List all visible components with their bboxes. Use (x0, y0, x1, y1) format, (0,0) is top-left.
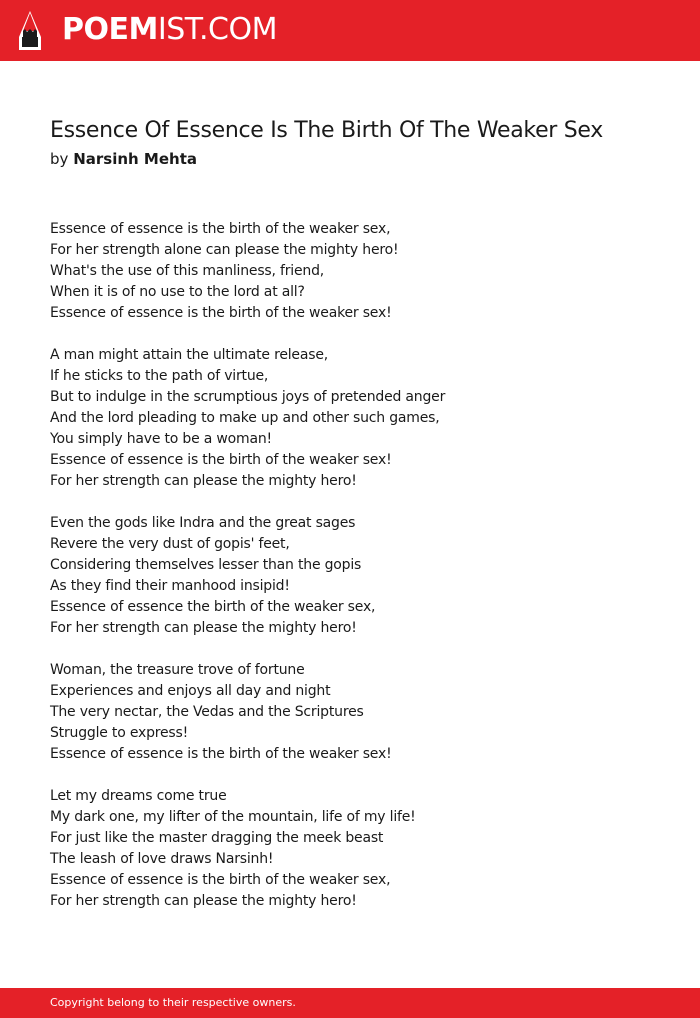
stanza (50, 345, 670, 492)
poem-line: When it is of no use to the lord at all? (50, 284, 305, 300)
poem-line: Considering themselves lesser than the gopis (50, 557, 362, 573)
copyright-notice: Copyright belong to their respective owners. (50, 996, 296, 1009)
poem-line: Essence of essence is the birth of the weaker sex, (50, 221, 391, 237)
poem-line: For her strength can please the mighty hero! (50, 473, 357, 489)
poem-line: Let my dreams come true (50, 788, 227, 804)
poem-line: Essence of essence the birth of the weaker sex, (50, 599, 376, 615)
poem-line: A man might attain the ultimate release, (50, 347, 328, 363)
poem-line: Essence of essence is the birth of the weaker sex! (50, 746, 392, 762)
poem-line: You simply have to be a woman! (50, 431, 272, 447)
poem-line: Essence of essence is the birth of the weaker sex! (50, 452, 392, 468)
poem-line: The very nectar, the Vedas and the Scriptures (50, 704, 364, 720)
poem-line: My dark one, my lifter of the mountain, life of my life! (50, 809, 416, 825)
pen-nib-icon[interactable] (17, 10, 43, 52)
poem-line: For her strength can please the mighty hero! (50, 893, 357, 909)
site-footer (0, 988, 700, 1018)
logo-bold-text: POEM (62, 12, 158, 47)
poem-line: Even the gods like Indra and the great sages (50, 515, 356, 531)
logo-light-text: IST.COM (157, 12, 277, 47)
poem-line: Woman, the treasure trove of fortune (50, 662, 305, 678)
author-name: Narsinh Mehta (73, 150, 197, 168)
stanza (50, 513, 670, 639)
poem-line: Essence of essence is the birth of the weaker sex! (50, 305, 392, 321)
poem-line: What's the use of this manliness, friend, (50, 263, 325, 279)
site-logo[interactable] (62, 12, 277, 48)
poem-line: Essence of essence is the birth of the weaker sex, (50, 872, 391, 888)
poem-line: For her strength alone can please the mighty hero! (50, 242, 399, 258)
poem-line: For her strength can please the mighty hero! (50, 620, 357, 636)
poem-line: The leash of love draws Narsinh! (50, 851, 274, 867)
poem-body (50, 219, 670, 933)
poem-line: Experiences and enjoys all day and night (50, 683, 331, 699)
poem-line: As they find their manhood insipid! (50, 578, 290, 594)
byline (50, 149, 197, 169)
by-label: by (50, 150, 69, 168)
poem-line: Revere the very dust of gopis' feet, (50, 536, 290, 552)
stanza (50, 219, 670, 324)
stanza (50, 786, 670, 912)
poem-line: Struggle to express! (50, 725, 189, 741)
stanza (50, 660, 670, 765)
poem-line: For just like the master dragging the meek beast (50, 830, 384, 846)
poem-title: Essence Of Essence Is The Birth Of The Weaker Sex (50, 118, 603, 143)
poem-line: And the lord pleading to make up and other such games, (50, 410, 440, 426)
site-header (0, 0, 700, 61)
poem-line: But to indulge in the scrumptious joys of pretended anger (50, 389, 446, 405)
poem-line: If he sticks to the path of virtue, (50, 368, 269, 384)
